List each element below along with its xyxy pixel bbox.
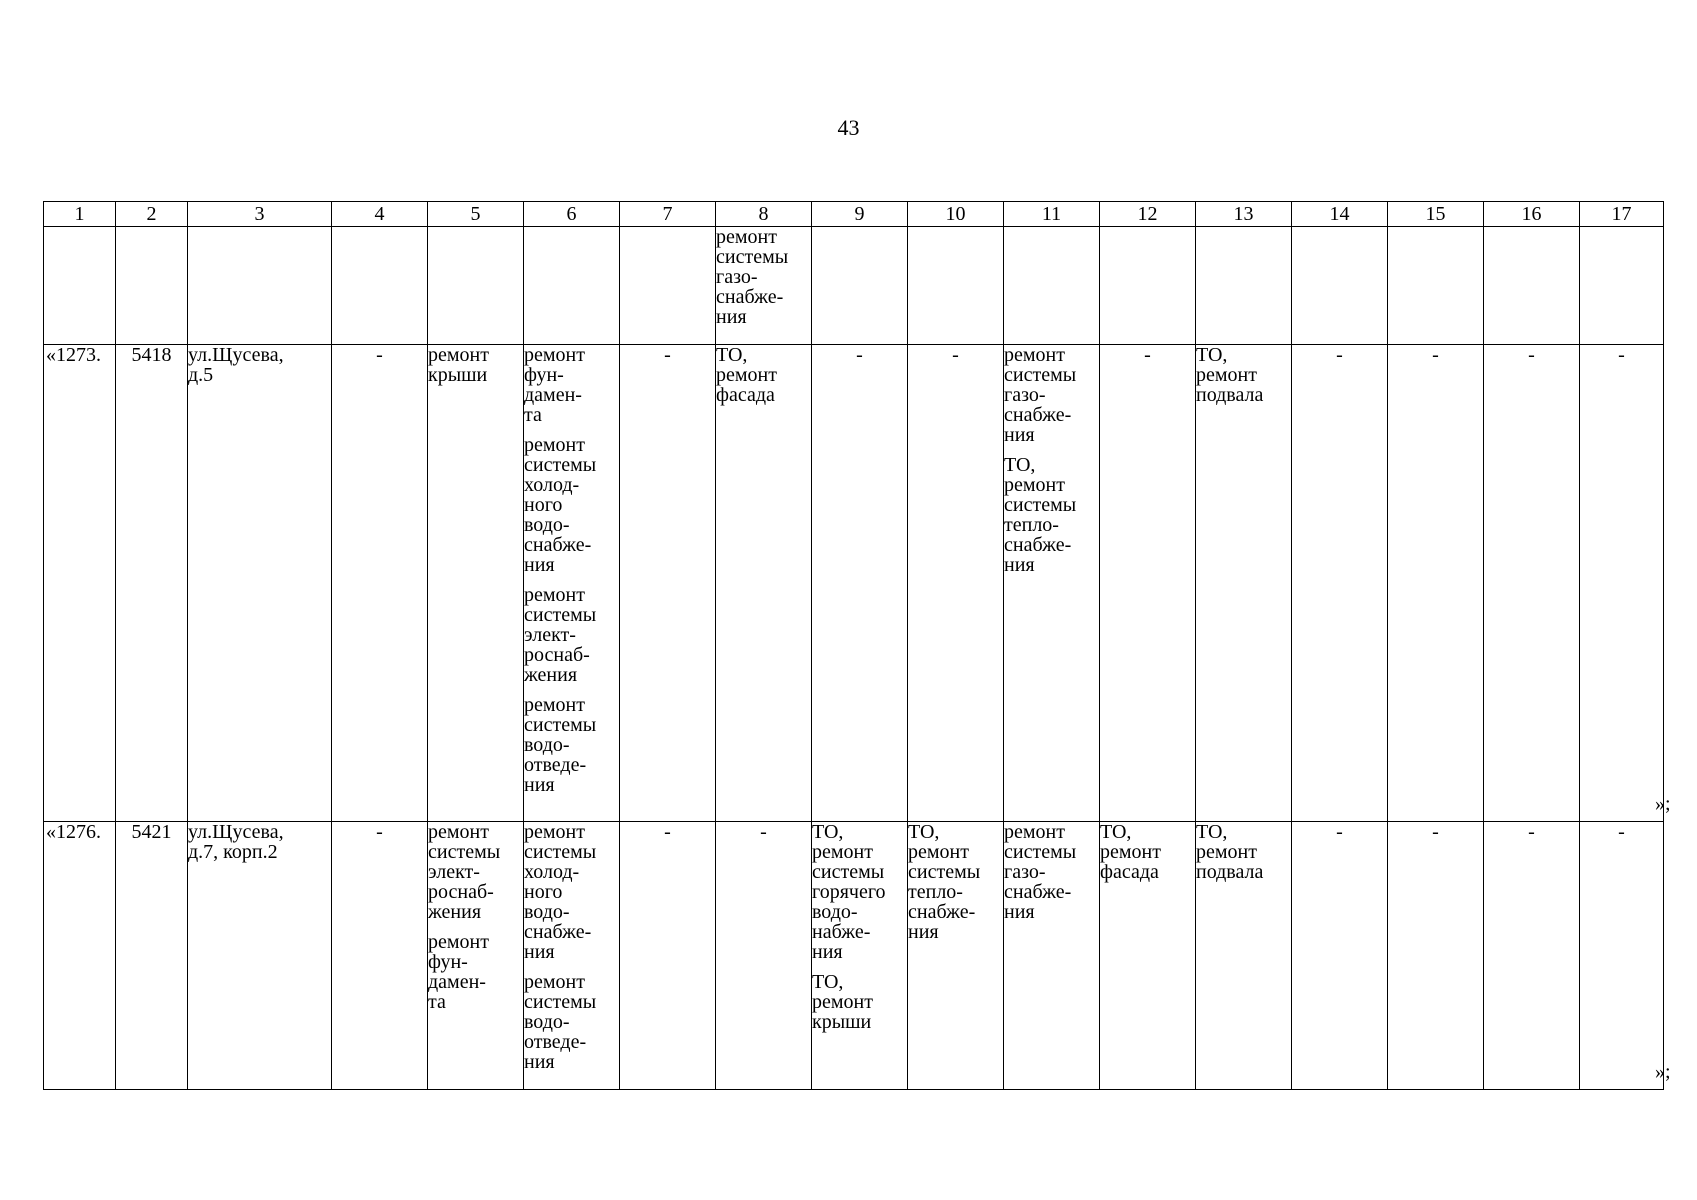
dash-value: - (952, 344, 959, 366)
table-row (44, 345, 1664, 822)
table-cell (1196, 822, 1292, 1090)
dash-value: - (1336, 344, 1343, 366)
table-cell (716, 822, 812, 1090)
cell-text: ремонт системы газо- снабже- ния (716, 226, 789, 328)
closing-quote: »; (1655, 793, 1671, 815)
table-cell (44, 227, 116, 345)
table-cell (1388, 345, 1484, 822)
column-header: 6 (524, 202, 620, 227)
cell-text: ТО, ремонт подвала (1196, 344, 1264, 406)
table-cell (1292, 822, 1388, 1090)
dash-value: - (376, 821, 383, 843)
building-code-cell (116, 822, 188, 1090)
table-cell (1292, 345, 1388, 822)
table-cell (1004, 345, 1100, 822)
dash-value: - (1432, 821, 1439, 843)
cell-text: ремонт системы холод- ного водо- снабже- ния (524, 434, 597, 576)
table-cell (812, 822, 908, 1090)
dash-value: - (376, 344, 383, 366)
column-header: 1 (44, 202, 116, 227)
column-header: 11 (1004, 202, 1100, 227)
table-cell (1292, 227, 1388, 345)
continuation-row (44, 227, 1664, 345)
cell-text: ремонт системы элект- роснаб- жения (428, 821, 501, 923)
cell-text: ТО, ремонт системы горячего водо- набже- ния (812, 821, 886, 963)
dash-value: - (664, 344, 671, 366)
table-cell (188, 227, 332, 345)
column-header: 2 (116, 202, 188, 227)
table-cell (1100, 822, 1196, 1090)
table-cell (524, 345, 620, 822)
table-cell (524, 822, 620, 1090)
table-cell (1484, 227, 1580, 345)
cell-text: ТО, ремонт подвала (1196, 821, 1264, 883)
cell-text: ремонт системы газо- снабже- ния (1004, 821, 1077, 923)
column-header: 14 (1292, 202, 1388, 227)
table-cell (1484, 822, 1580, 1090)
table-cell (1484, 345, 1580, 822)
table-cell (428, 822, 524, 1090)
cell-text: ремонт системы элект- роснаб- жения (524, 584, 597, 686)
table-cell (1580, 822, 1664, 1090)
row-number-cell (44, 345, 116, 822)
address: ул.Щусева, д.7, корп.2 (188, 821, 284, 863)
building-code-cell (116, 345, 188, 822)
table-cell (716, 227, 812, 345)
table-cell (1196, 345, 1292, 822)
column-header: 13 (1196, 202, 1292, 227)
cell-text: ремонт системы газо- снабже- ния (1004, 344, 1077, 446)
column-header: 12 (1100, 202, 1196, 227)
cell-text: ремонт крыши (428, 344, 489, 386)
address: ул.Щусева, д.5 (188, 344, 284, 386)
table-cell (1580, 345, 1664, 822)
cell-text: ремонт фун- дамен- та (524, 344, 585, 426)
table-cell (1004, 822, 1100, 1090)
dash-value: - (856, 344, 863, 366)
dash-value: - (1432, 344, 1439, 366)
column-header: 15 (1388, 202, 1484, 227)
column-number-row (44, 202, 1664, 227)
closing-quote: »; (1655, 1061, 1671, 1083)
cell-text: ремонт фун- дамен- та (428, 931, 489, 1013)
table-cell (428, 227, 524, 345)
table-cell (812, 227, 908, 345)
column-header: 16 (1484, 202, 1580, 227)
row-number: «1276. (46, 821, 101, 843)
table-cell (908, 227, 1004, 345)
dash-value: - (1144, 344, 1151, 366)
cell-text: ТО, ремонт фасада (1100, 821, 1161, 883)
table-cell (524, 227, 620, 345)
table-cell (116, 227, 188, 345)
table-cell (1580, 227, 1664, 345)
table-cell (332, 345, 428, 822)
building-code: 5418 (131, 344, 172, 366)
table-row (44, 822, 1664, 1090)
address-cell (188, 345, 332, 822)
table-cell (428, 345, 524, 822)
dash-value: - (760, 821, 767, 843)
column-header: 8 (716, 202, 812, 227)
cell-text: ремонт системы водо- отведе- ния (524, 694, 597, 796)
table-cell (1388, 227, 1484, 345)
cell-text: ремонт системы водо- отведе- ния (524, 971, 597, 1073)
row-number: «1273. (46, 344, 101, 366)
dash-value: - (1528, 344, 1535, 366)
cell-text: ТО, ремонт крыши (812, 971, 873, 1033)
column-header: 5 (428, 202, 524, 227)
table-cell (1100, 345, 1196, 822)
table-cell (1004, 227, 1100, 345)
dash-value: - (1528, 821, 1535, 843)
cell-text: ТО, ремонт системы тепло- снабже- ния (908, 821, 981, 943)
dash-value: - (664, 821, 671, 843)
cell-text: ТО, ремонт системы тепло- снабже- ния (1004, 454, 1077, 576)
table-cell (620, 345, 716, 822)
repair-schedule-table (43, 201, 1664, 1090)
table-cell (332, 227, 428, 345)
column-header: 7 (620, 202, 716, 227)
table-cell (332, 822, 428, 1090)
table-cell (620, 227, 716, 345)
table-cell (908, 822, 1004, 1090)
table-cell (1388, 822, 1484, 1090)
column-header: 4 (332, 202, 428, 227)
page-number: 43 (837, 115, 860, 140)
column-header: 3 (188, 202, 332, 227)
table-cell (1196, 227, 1292, 345)
table-cell (1100, 227, 1196, 345)
column-header: 17 (1580, 202, 1664, 227)
table-cell (812, 345, 908, 822)
address-cell (188, 822, 332, 1090)
dash-value: - (1618, 821, 1625, 843)
dash-value: - (1618, 344, 1625, 366)
table-cell (908, 345, 1004, 822)
dash-value: - (1336, 821, 1343, 843)
cell-text: ремонт системы холод- ного водо- снабже- ния (524, 821, 597, 963)
building-code: 5421 (131, 821, 172, 843)
column-header: 9 (812, 202, 908, 227)
column-header: 10 (908, 202, 1004, 227)
row-number-cell (44, 822, 116, 1090)
cell-text: ТО, ремонт фасада (716, 344, 777, 406)
table-cell (620, 822, 716, 1090)
table-cell (716, 345, 812, 822)
